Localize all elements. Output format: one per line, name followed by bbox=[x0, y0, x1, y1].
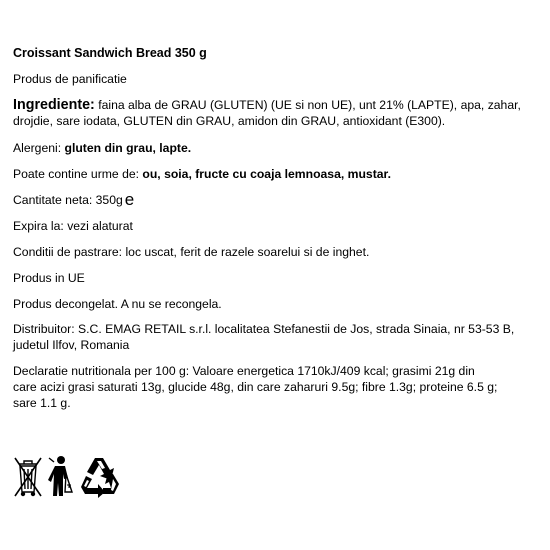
recycle-icon bbox=[77, 452, 123, 498]
nutrition-line-1: Declaratie nutritionala per 100 g: Valoare energetica 1710kJ/409 kcal; grasimi 21g din bbox=[13, 364, 475, 378]
crossed-out-bin-icon bbox=[13, 452, 43, 498]
disposal-icons bbox=[13, 452, 113, 500]
traces-label: Poate contine urme de: bbox=[13, 167, 143, 181]
allergens bbox=[13, 140, 538, 156]
nutrition-line-2: care acizi grasi saturati 13g, glucide 48g, din care zaharuri 9.5g; fibre 1.3g; proteine 6.5 g; bbox=[13, 380, 498, 394]
traces-value: ou, soia, fructe cu coaja lemnoasa, mustar. bbox=[142, 167, 391, 181]
expiry: Expira la: vezi alaturat bbox=[13, 219, 133, 233]
distributor-line-2: judetul Ilfov, Romania bbox=[13, 338, 130, 352]
net-quantity bbox=[13, 192, 538, 208]
storage-conditions: Conditii de pastrare: loc uscat, ferit de razele soarelui si de inghet. bbox=[13, 245, 370, 259]
estimated-sign: e bbox=[124, 190, 135, 209]
nutrition-line-3: sare 1.1 g. bbox=[13, 396, 71, 410]
tidyman-icon bbox=[45, 452, 75, 498]
ingredients-text-1: faina alba de GRAU (GLUTEN) (UE si non UE), unt 21% (LAPTE), apa, zahar, bbox=[94, 98, 521, 112]
allergens-value: gluten din grau, lapte. bbox=[64, 141, 192, 155]
origin: Produs in UE bbox=[13, 271, 85, 285]
distributor-line-1: Distribuitor: S.C. EMAG RETAIL s.r.l. localitatea Stefanestii de Jos, strada Sinaia, nr 53-53 B, bbox=[13, 322, 515, 336]
product-category: Produs de panificatie bbox=[13, 72, 127, 86]
traces bbox=[13, 166, 538, 182]
net-quantity-label: Cantitate neta: 350g bbox=[13, 193, 123, 207]
ingredients-heading: Ingrediente: bbox=[13, 97, 95, 113]
ingredients-line-2: drojdie, sare iodata, GLUTEN din GRAU, amidon din GRAU, antioxidant (E300). bbox=[13, 114, 446, 128]
product-title: Croissant Sandwich Bread 350 g bbox=[13, 46, 207, 60]
defrost-notice: Produs decongelat. A nu se recongela. bbox=[13, 297, 222, 311]
allergens-label: Alergeni: bbox=[13, 141, 65, 155]
ingredients-line-1 bbox=[13, 97, 538, 113]
